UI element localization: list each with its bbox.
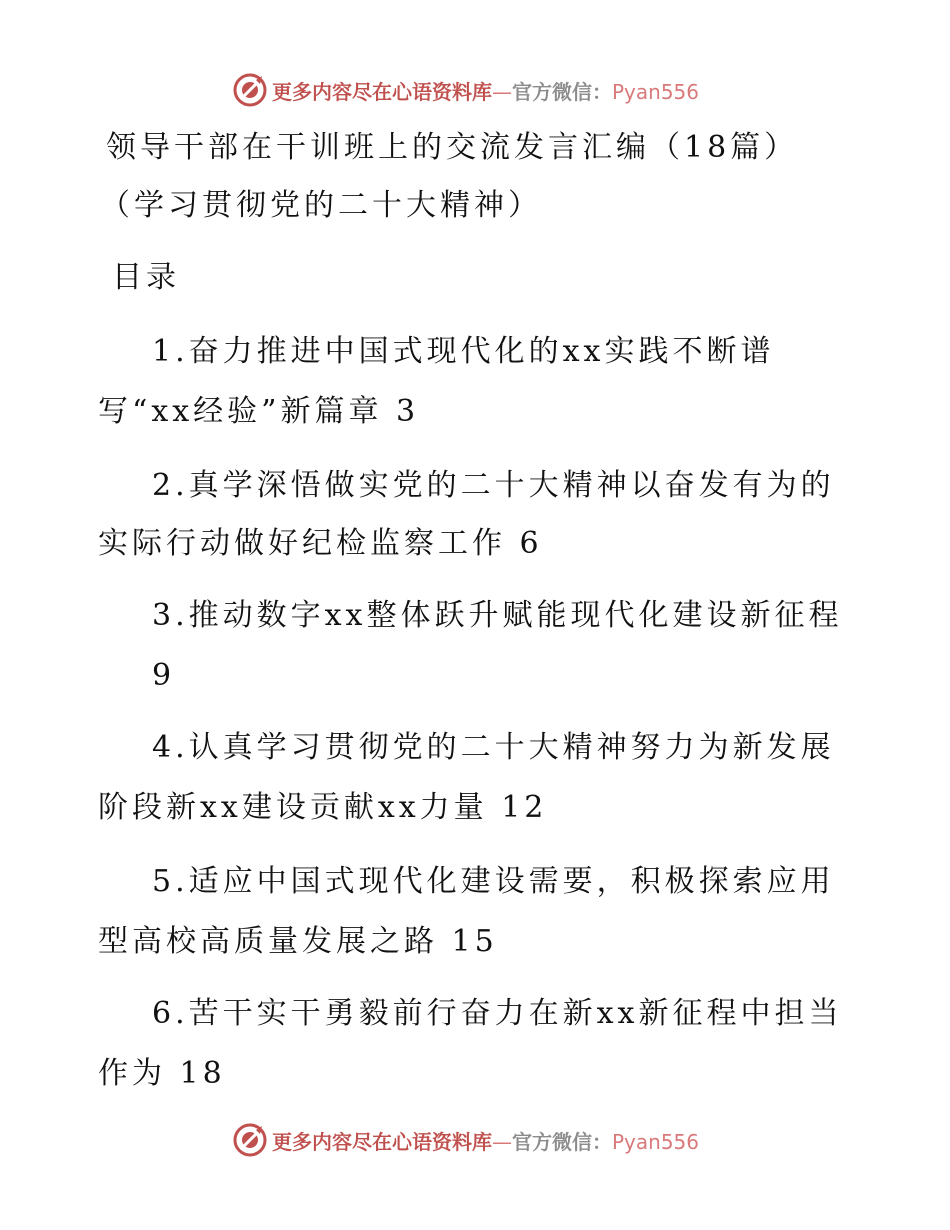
toc-item-line2: 阶段新xx建设贡献xx力量 12: [98, 790, 548, 825]
banner-wechat-id: Pyan556: [612, 80, 700, 104]
toc-item-line2: 实际行动做好纪检监察工作 6: [98, 526, 543, 561]
banner-wechat-label: 官方微信：: [512, 80, 612, 104]
toc-item-line1: 3.推动数字xx整体跃升赋能现代化建设新征程: [152, 598, 843, 633]
toc-item-line2: 型高校高质量发展之路 15: [98, 924, 498, 959]
toc-item-line1: 4.认真学习贯彻党的二十大精神努力为新发展: [152, 730, 835, 765]
banner-text: [272, 76, 699, 105]
document-subtitle: （学习贯彻党的二十大精神）: [100, 188, 542, 223]
banner-text: [272, 1126, 699, 1155]
banner-separator: —: [492, 80, 512, 104]
toc-item-line2: 9: [152, 658, 176, 693]
toc-item-line2: 作为 18: [98, 1056, 226, 1091]
toc-heading: 目录: [112, 260, 180, 295]
toc-item-line2: 写“xx经验”新篇章 3: [98, 394, 420, 429]
banner-brand-text: 更多内容尽在心语资料库: [272, 1130, 492, 1154]
bottom-watermark-banner: [0, 1120, 950, 1160]
brand-logo-icon: [232, 72, 268, 108]
banner-separator: —: [492, 1130, 512, 1154]
banner-wechat-id: Pyan556: [612, 1130, 700, 1154]
toc-item-line1: 2.真学深悟做实党的二十大精神以奋发有为的: [152, 468, 835, 503]
toc-item-line1: 6.苦干实干勇毅前行奋力在新xx新征程中担当: [152, 996, 843, 1031]
toc-item-line1: 5.适应中国式现代化建设需要，积极探索应用: [152, 864, 835, 899]
top-watermark-banner: [0, 70, 950, 110]
document-title: 领导干部在干训班上的交流发言汇编（18篇）: [106, 130, 799, 165]
brand-logo-icon: [232, 1122, 268, 1158]
banner-wechat-label: 官方微信：: [512, 1130, 612, 1154]
banner-brand-text: 更多内容尽在心语资料库: [272, 80, 492, 104]
toc-item-line1: 1.奋力推进中国式现代化的xx实践不断谱: [152, 334, 775, 369]
